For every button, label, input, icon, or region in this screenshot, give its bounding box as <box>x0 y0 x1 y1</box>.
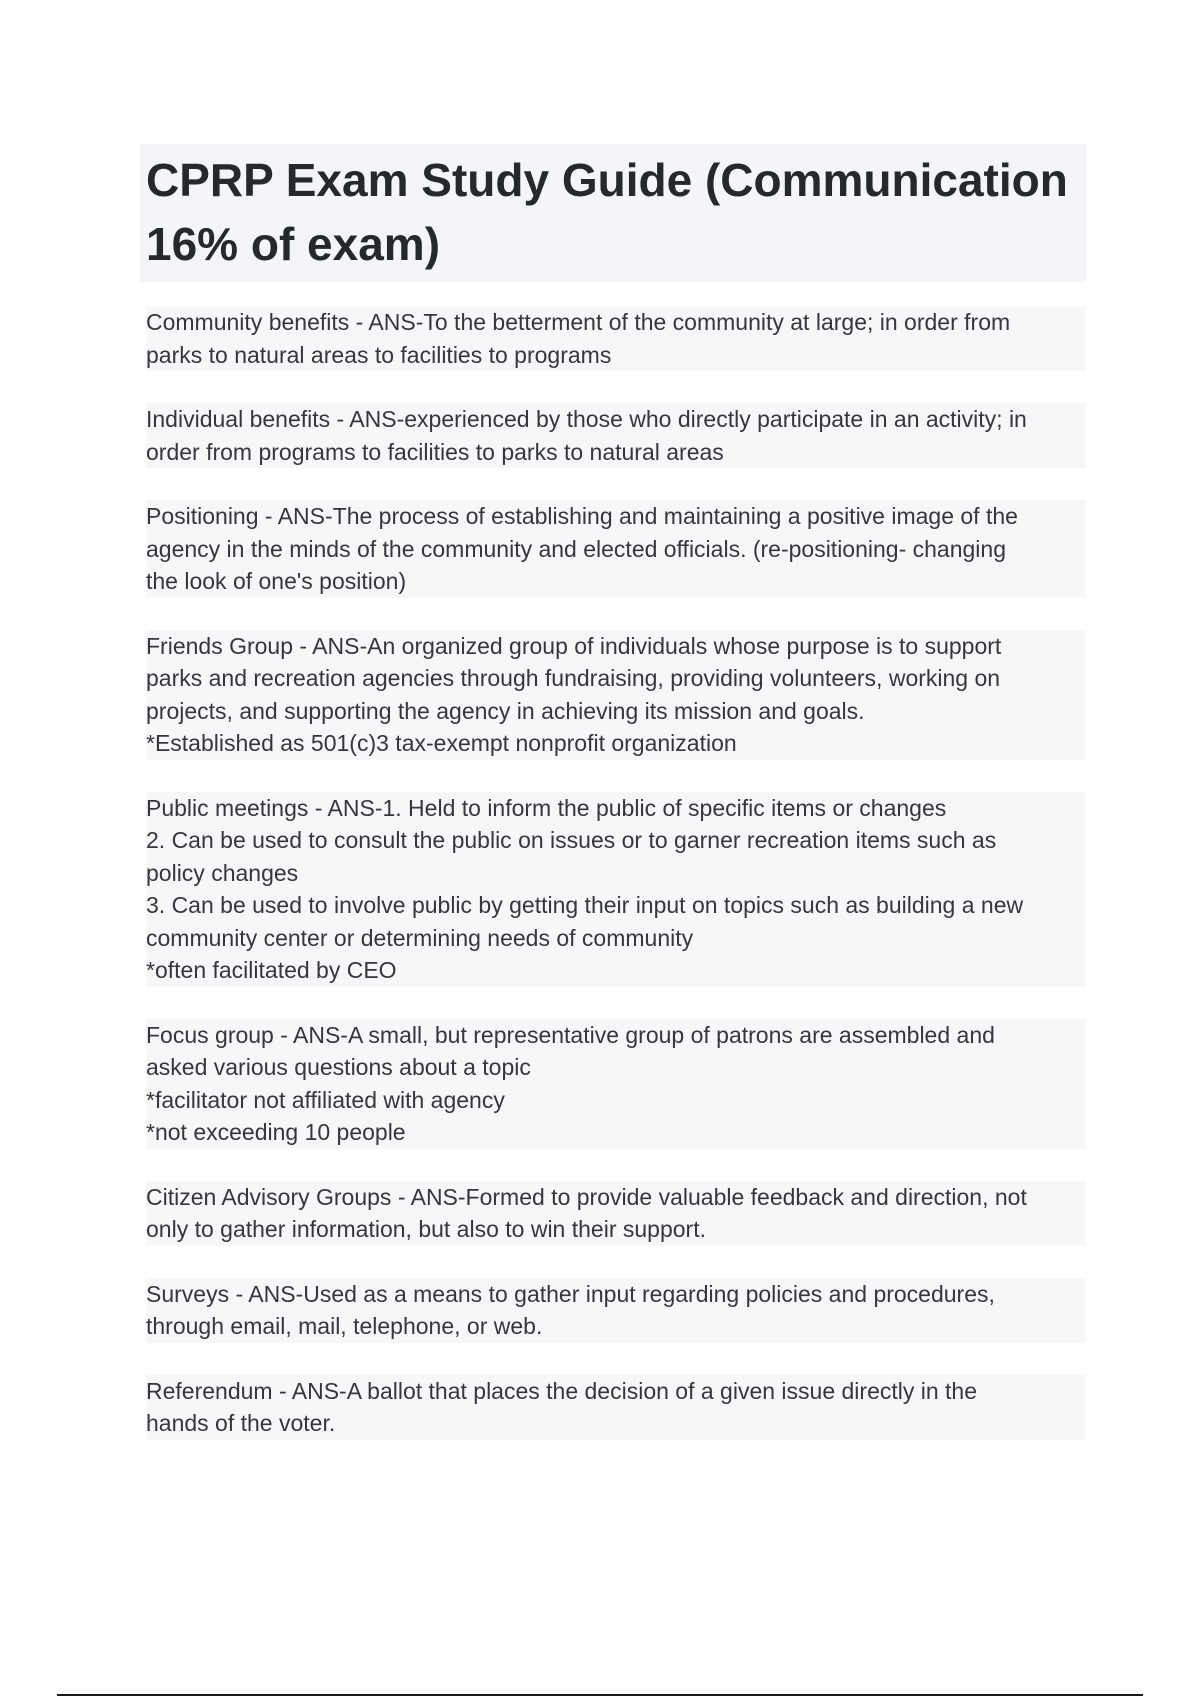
title-block <box>140 144 1086 282</box>
entry-line: order from programs to facilities to parks to natural areas <box>146 436 1086 469</box>
entry-surveys <box>146 1278 1086 1343</box>
entry-line: Focus group - ANS-A small, but representative group of patrons are assembled and <box>146 1019 1086 1052</box>
entry-line: projects, and supporting the agency in achieving its mission and goals. <box>146 695 1086 728</box>
entry-line: asked various questions about a topic <box>146 1051 1086 1084</box>
entry-line: Friends Group - ANS-An organized group of individuals whose purpose is to support <box>146 630 1086 663</box>
entry-line: 3. Can be used to involve public by getting their input on topics such as building a new <box>146 889 1086 922</box>
entry-individual-benefits <box>146 403 1086 468</box>
entry-line: Citizen Advisory Groups - ANS-Formed to provide valuable feedback and direction, not <box>146 1181 1086 1214</box>
entry-line: only to gather information, but also to win their support. <box>146 1213 1086 1246</box>
entry-list <box>146 306 1086 1472</box>
entry-line: through email, mail, telephone, or web. <box>146 1310 1086 1343</box>
entry-line: Individual benefits - ANS-experienced by those who directly participate in an activity; in <box>146 403 1086 436</box>
entry-line: *Established as 501(c)3 tax-exempt nonprofit organization <box>146 727 1086 760</box>
entry-line: Positioning - ANS-The process of establishing and maintaining a positive image of the <box>146 500 1086 533</box>
page-title-line-1: CPRP Exam Study Guide (Communication <box>146 154 1068 206</box>
entry-focus-group <box>146 1019 1086 1149</box>
entry-line: parks to natural areas to facilities to programs <box>146 339 1086 372</box>
entry-line: *often facilitated by CEO <box>146 954 1086 987</box>
entry-line: community center or determining needs of community <box>146 922 1086 955</box>
entry-positioning <box>146 500 1086 598</box>
entry-friends-group <box>146 630 1086 760</box>
entry-line: Community benefits - ANS-To the betterment of the community at large; in order from <box>146 306 1086 339</box>
footer-divider <box>57 1694 1143 1696</box>
entry-line: 2. Can be used to consult the public on issues or to garner recreation items such as <box>146 824 1086 857</box>
entry-line: Public meetings - ANS-1. Held to inform the public of specific items or changes <box>146 792 1086 825</box>
entry-referendum <box>146 1375 1086 1440</box>
entry-line: Surveys - ANS-Used as a means to gather input regarding policies and procedures, <box>146 1278 1086 1311</box>
entry-line: *facilitator not affiliated with agency <box>146 1084 1086 1117</box>
entry-community-benefits <box>146 306 1086 371</box>
entry-citizen-advisory-groups <box>146 1181 1086 1246</box>
entry-line: the look of one's position) <box>146 565 1086 598</box>
entry-line: parks and recreation agencies through fundraising, providing volunteers, working on <box>146 662 1086 695</box>
entry-line: *not exceeding 10 people <box>146 1116 1086 1149</box>
page-title-line-2: 16% of exam) <box>146 218 441 270</box>
entry-line: Referendum - ANS-A ballot that places the decision of a given issue directly in the <box>146 1375 1086 1408</box>
entry-line: policy changes <box>146 857 1086 890</box>
entry-line: hands of the voter. <box>146 1407 1086 1440</box>
entry-public-meetings <box>146 792 1086 987</box>
page-title <box>146 144 1086 276</box>
entry-line: agency in the minds of the community and elected officials. (re-positioning- changing <box>146 533 1086 566</box>
